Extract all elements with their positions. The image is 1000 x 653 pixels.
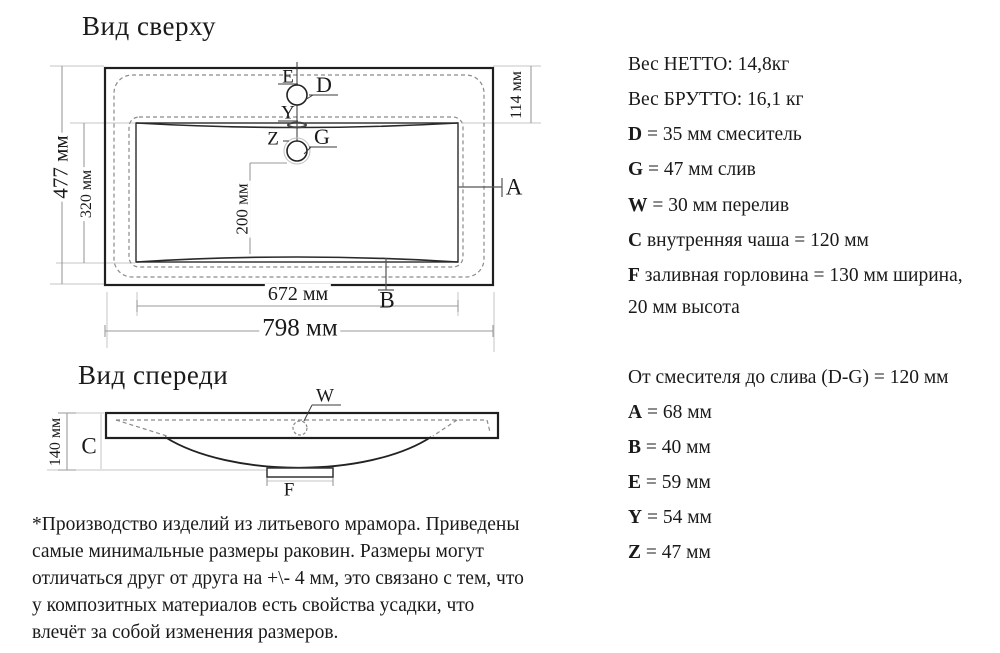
front-view-title: Вид спереди (78, 360, 229, 390)
bowl-underside-curve (165, 437, 431, 468)
label-d: D (316, 72, 332, 97)
label-a: A (505, 174, 523, 200)
label-w: W (316, 385, 334, 407)
drain-circle (287, 141, 307, 161)
spec-gross-weight: Вес БРУТТО: 16,1 кг (628, 89, 804, 110)
spec-z: Z = 47 мм (628, 542, 711, 563)
label-c: C (81, 433, 97, 459)
front-view-drawing (47, 405, 498, 486)
note-line: *Производство изделий из литьевого мрамора. Приведены (32, 514, 520, 535)
dim-front-height: 140 мм (48, 415, 64, 469)
spec-f-neck: F заливная горловина = 130 мм ширина, (628, 265, 963, 286)
spec-c-bowl: C внутренняя чаша = 120 мм (628, 230, 869, 251)
bowl-front-slope-curve (136, 257, 458, 262)
note-line: влечёт за собой изменения размеров. (32, 622, 339, 643)
dim-top-offset: 114 мм (509, 68, 525, 122)
note-line: у композитных материалов есть свойства усадки, что (32, 595, 475, 616)
spec-w-overflow: W = 30 мм перелив (628, 195, 790, 216)
dim-inner-height: 320 мм (79, 167, 95, 221)
spec-mixer-to-drain: От смесителя до слива (D-G) = 120 мм (628, 367, 949, 388)
dim-inner-width: 672 мм (265, 284, 331, 304)
dim-bowl-length: 200 мм (234, 180, 251, 237)
spec-a: A = 68 мм (628, 402, 712, 423)
label-y: Y (281, 102, 295, 124)
label-e: E (282, 66, 294, 88)
top-view-title: Вид сверху (82, 11, 216, 41)
label-b: B (379, 287, 395, 313)
spec-g-drain: G = 47 мм слив (628, 159, 756, 180)
label-z: Z (267, 128, 279, 150)
bowl-rim-dashed-outline (129, 117, 463, 267)
dim-outer-height: 477 мм (51, 132, 72, 201)
note-line: отличаться друг от друга на +\- 4 мм, это связано с тем, что (32, 568, 524, 589)
overflow-hole-circle (293, 421, 307, 435)
note-line: самые минимальные размеры раковин. Размеры могут (32, 541, 484, 562)
drain-fitting-rect (267, 468, 333, 477)
extension-lines-top-view (50, 66, 541, 352)
spec-f-neck-height: 20 мм высота (628, 297, 740, 318)
dim-outer-width: 798 мм (259, 316, 340, 341)
spec-e: E = 59 мм (628, 472, 711, 493)
production-note (32, 511, 524, 646)
spec-net-weight: Вес НЕТТО: 14,8кг (628, 54, 790, 75)
spec-d-mixer: D = 35 мм смеситель (628, 124, 802, 145)
front-slab-outline (106, 413, 498, 438)
top-view-drawing (50, 62, 541, 352)
hidden-rim-dashed (116, 420, 490, 436)
spec-b: B = 40 мм (628, 437, 711, 458)
label-g: G (314, 124, 330, 149)
label-f: F (283, 479, 295, 501)
spec-y: Y = 54 мм (628, 507, 712, 528)
